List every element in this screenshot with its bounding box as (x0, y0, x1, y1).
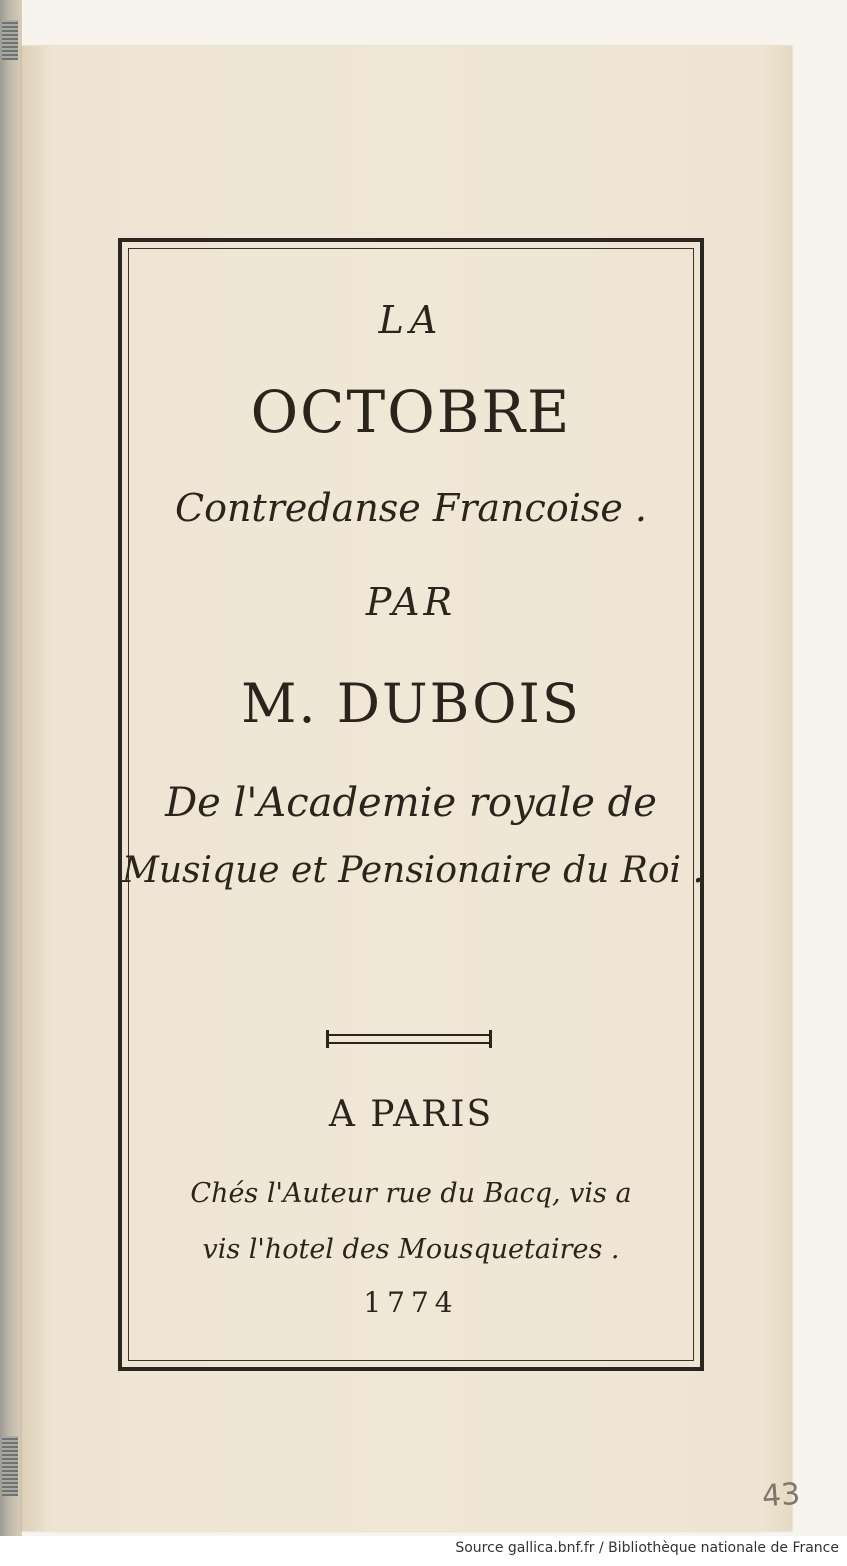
source-caption: Source gallica.bnf.fr / Bibliothèque nationale de France (455, 1540, 839, 1556)
author-affiliation-line-2: Musique et Pensionaire du Roi . (122, 850, 704, 891)
imprint-city: A PARIS (328, 1094, 494, 1135)
subtitle: Contredanse Francoise . (175, 486, 647, 530)
engraved-border-frame (118, 238, 704, 1371)
title-page (22, 46, 802, 1531)
binding-strip (0, 0, 22, 1536)
imprint-address-line-2: vis l'hotel des Mousquetaires . (202, 1234, 620, 1265)
main-title: OCTOBRE (250, 378, 572, 446)
author-affiliation-line-1: De l'Academie royale de (165, 780, 657, 826)
author-name: M. DUBOIS (241, 672, 581, 735)
title-article: LA (378, 298, 444, 342)
imprint-address-line-1: Chés l'Auteur rue du Bacq, vis a (190, 1178, 632, 1209)
pencil-folio-number: 43 (760, 1476, 802, 1515)
imprint-year: 1774 (363, 1286, 459, 1319)
by-line: PAR (365, 580, 457, 624)
ornamental-rule (328, 1034, 490, 1044)
